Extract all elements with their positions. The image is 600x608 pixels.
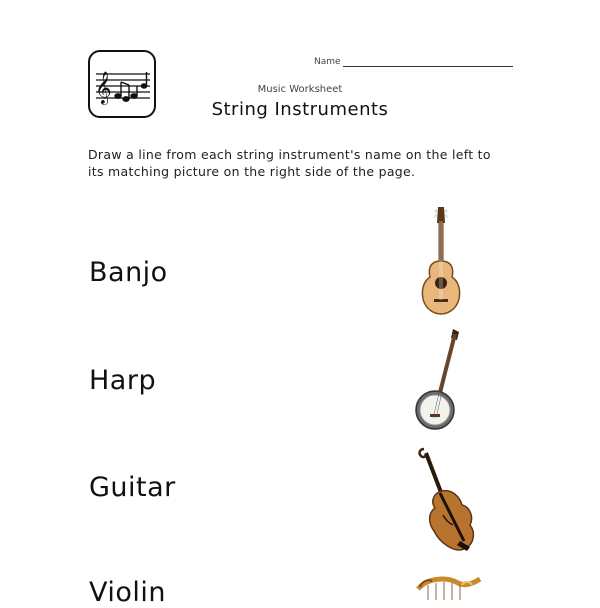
word-guitar[interactable]: Guitar bbox=[89, 472, 176, 503]
banjo-icon[interactable] bbox=[413, 326, 469, 436]
word-violin[interactable]: Violin bbox=[89, 577, 167, 608]
name-field[interactable] bbox=[343, 66, 513, 67]
word-banjo[interactable]: Banjo bbox=[89, 257, 168, 288]
page-title: String Instruments bbox=[211, 99, 389, 120]
harp-icon[interactable] bbox=[414, 575, 484, 600]
instructions: Draw a line from each string instrument's name on the left to its matching picture on the right side of the page. bbox=[88, 147, 491, 179]
violin-icon[interactable] bbox=[410, 445, 485, 560]
guitar-icon[interactable] bbox=[410, 203, 470, 318]
name-label: Name bbox=[314, 57, 341, 67]
word-harp[interactable]: Harp bbox=[89, 365, 157, 396]
svg-text:𝄞: 𝄞 bbox=[95, 71, 112, 104]
worksheet-subtitle: Music Worksheet bbox=[257, 84, 343, 95]
